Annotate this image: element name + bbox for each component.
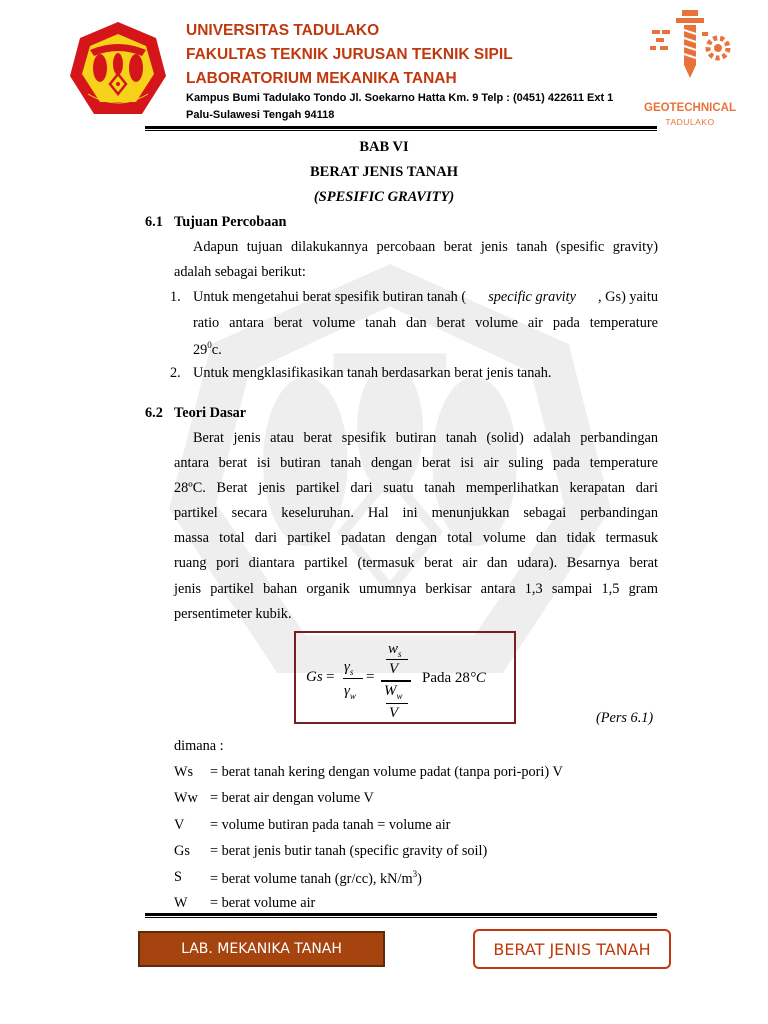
para-line-6: ruang pori diantara partikel (termasuk berat air dan udara). Besarnya berat — [174, 555, 658, 571]
header-faculty: FAKULTAS TEKNIK JURUSAN TEKNIK SIPIL — [186, 46, 513, 63]
chapter-number: BAB VI — [359, 139, 409, 155]
header-address-line2: Palu-Sulawesi Tengah 94118 — [186, 109, 335, 121]
list-item-2-number: 2. — [170, 365, 181, 381]
list-item-2-text: Untuk mengklasifikasikan tanah berdasarkan berat jenis tanah. — [193, 365, 552, 381]
temp-superscript: 0 — [207, 340, 212, 350]
temp-value: 29 — [193, 341, 208, 358]
para-line-4: partikel secara keseluruhan. Hal ini menunjukkan sebagai perbandingan — [174, 505, 658, 521]
para-line-5: massa total dari partikel padatan dengan total volume dan tidak termasuk — [174, 530, 658, 546]
section-6-1-intro-line2: adalah sebagai berikut: — [174, 264, 306, 280]
header-laboratory: LABORATORIUM MEKANIKA TANAH — [186, 70, 457, 87]
section-6-2-heading: Teori Dasar — [174, 405, 247, 421]
formula-ww: $W_w$ — [384, 683, 403, 701]
def-symbol-ww: Ww — [174, 790, 198, 806]
formula-condition: Pada 28°C — [422, 670, 486, 686]
geotechnical-logo-subtitle: TADULAKO — [665, 117, 715, 127]
para-line-last: persentimeter kubik. — [174, 606, 292, 622]
section-6-1-intro-line1: Adapun tujuan dilakukannya percobaan berat jenis tanah (spesific gravity) — [193, 239, 658, 255]
list-item-1-number: 1. — [170, 289, 181, 305]
formula-fraction-bar-1 — [343, 678, 363, 679]
section-6-2-number: 6.2 — [145, 405, 163, 421]
para-line-2: antara berat isi butiran tanah dengan berat isi air suling pada temperature — [174, 455, 658, 471]
formula-lhs: Gs — [306, 669, 323, 685]
formula-gamma-w: $\gamma_w$ — [344, 683, 356, 701]
def-symbol-s: S — [174, 869, 182, 885]
formula-gamma-s: $\gamma_s$ — [344, 659, 354, 677]
para-line-3: 28ºC. Berat jenis partikel dari suatu tanah memperlihatkan kerapatan dari — [174, 480, 658, 496]
geotechnical-logo-title: GEOTECHNICAL — [644, 102, 736, 114]
chapter-title: BERAT JENIS TANAH — [310, 164, 458, 180]
def-desc-w: = berat volume air — [210, 895, 316, 911]
geotechnical-logo — [640, 8, 740, 88]
section-6-1-heading: Tujuan Percobaan — [174, 214, 287, 230]
footer-divider — [145, 913, 657, 916]
list-item-1-line2: ratio antara berat volume tanah dan berat volume air pada temperature — [193, 315, 658, 331]
list-item-1-text-italic: specific gravity — [488, 289, 576, 305]
formula-equals-1: = — [326, 669, 335, 685]
formula-v-top: V — [389, 661, 399, 677]
def-desc-s: = berat volume tanah (gr/cc), $kN/m^3$) — [210, 869, 422, 887]
chapter-subtitle: (SPESIFIC GRAVITY) — [313, 189, 455, 205]
footer-divider-thin — [145, 917, 657, 918]
def-symbol-v: V — [174, 817, 185, 833]
formula-v-bottom: V — [389, 705, 399, 721]
para-line-7: jenis partikel bahan organik umumnya berkisar antara 1,3 sampai 1,5 gram — [174, 581, 658, 597]
header-address-line1: Kampus Bumi Tadulako Tondo Jl. Soekarno Hatta Km. 9 Telp : (0451) 422611 Ext 1 — [186, 92, 614, 104]
def-symbol-w: W — [174, 895, 188, 911]
def-desc-ww: = berat air dengan volume V — [210, 790, 374, 806]
list-item-1-text-a: Untuk mengetahui berat spesifik butiran tanah ( — [193, 289, 467, 305]
header-divider — [145, 126, 657, 129]
def-symbol-ws: Ws — [174, 764, 194, 780]
formula-fraction-bar-ww — [386, 703, 408, 704]
header-divider-thin — [145, 130, 657, 131]
formula-fraction-bar-main — [381, 680, 411, 682]
formula-ws: $w_s$ — [388, 641, 402, 659]
list-item-1-text-b: , Gs) yaitu — [598, 289, 658, 305]
formula-label: (Pers 6.1) — [596, 710, 654, 726]
list-item-1-line1 — [193, 290, 658, 304]
def-desc-gs: = berat jenis butir tanah (specific gravity of soil) — [210, 843, 488, 859]
formula-fraction-bar-ws — [386, 659, 408, 660]
def-desc-ws: = berat tanah kering dengan volume padat (tanpa pori-pori) V — [210, 764, 563, 780]
temp-unit: c. — [211, 341, 222, 358]
footer-lab-label: LAB. MEKANIKA TANAH — [138, 931, 385, 967]
definitions-intro: dimana : — [174, 738, 224, 754]
def-desc-v: = volume butiran pada tanah = volume air — [210, 817, 451, 833]
section-6-1-number: 6.1 — [145, 214, 163, 230]
formula-equals-2: = — [366, 669, 375, 685]
def-symbol-gs: Gs — [174, 843, 190, 859]
para-line-1: Berat jenis atau berat spesifik butiran tanah (solid) adalah perbandingan — [193, 430, 658, 446]
university-logo — [68, 20, 168, 120]
header-university: UNIVERSITAS TADULAKO — [186, 22, 380, 39]
footer-chapter-label: BERAT JENIS TANAH — [473, 929, 671, 969]
list-item-1-line3 — [193, 341, 222, 357]
